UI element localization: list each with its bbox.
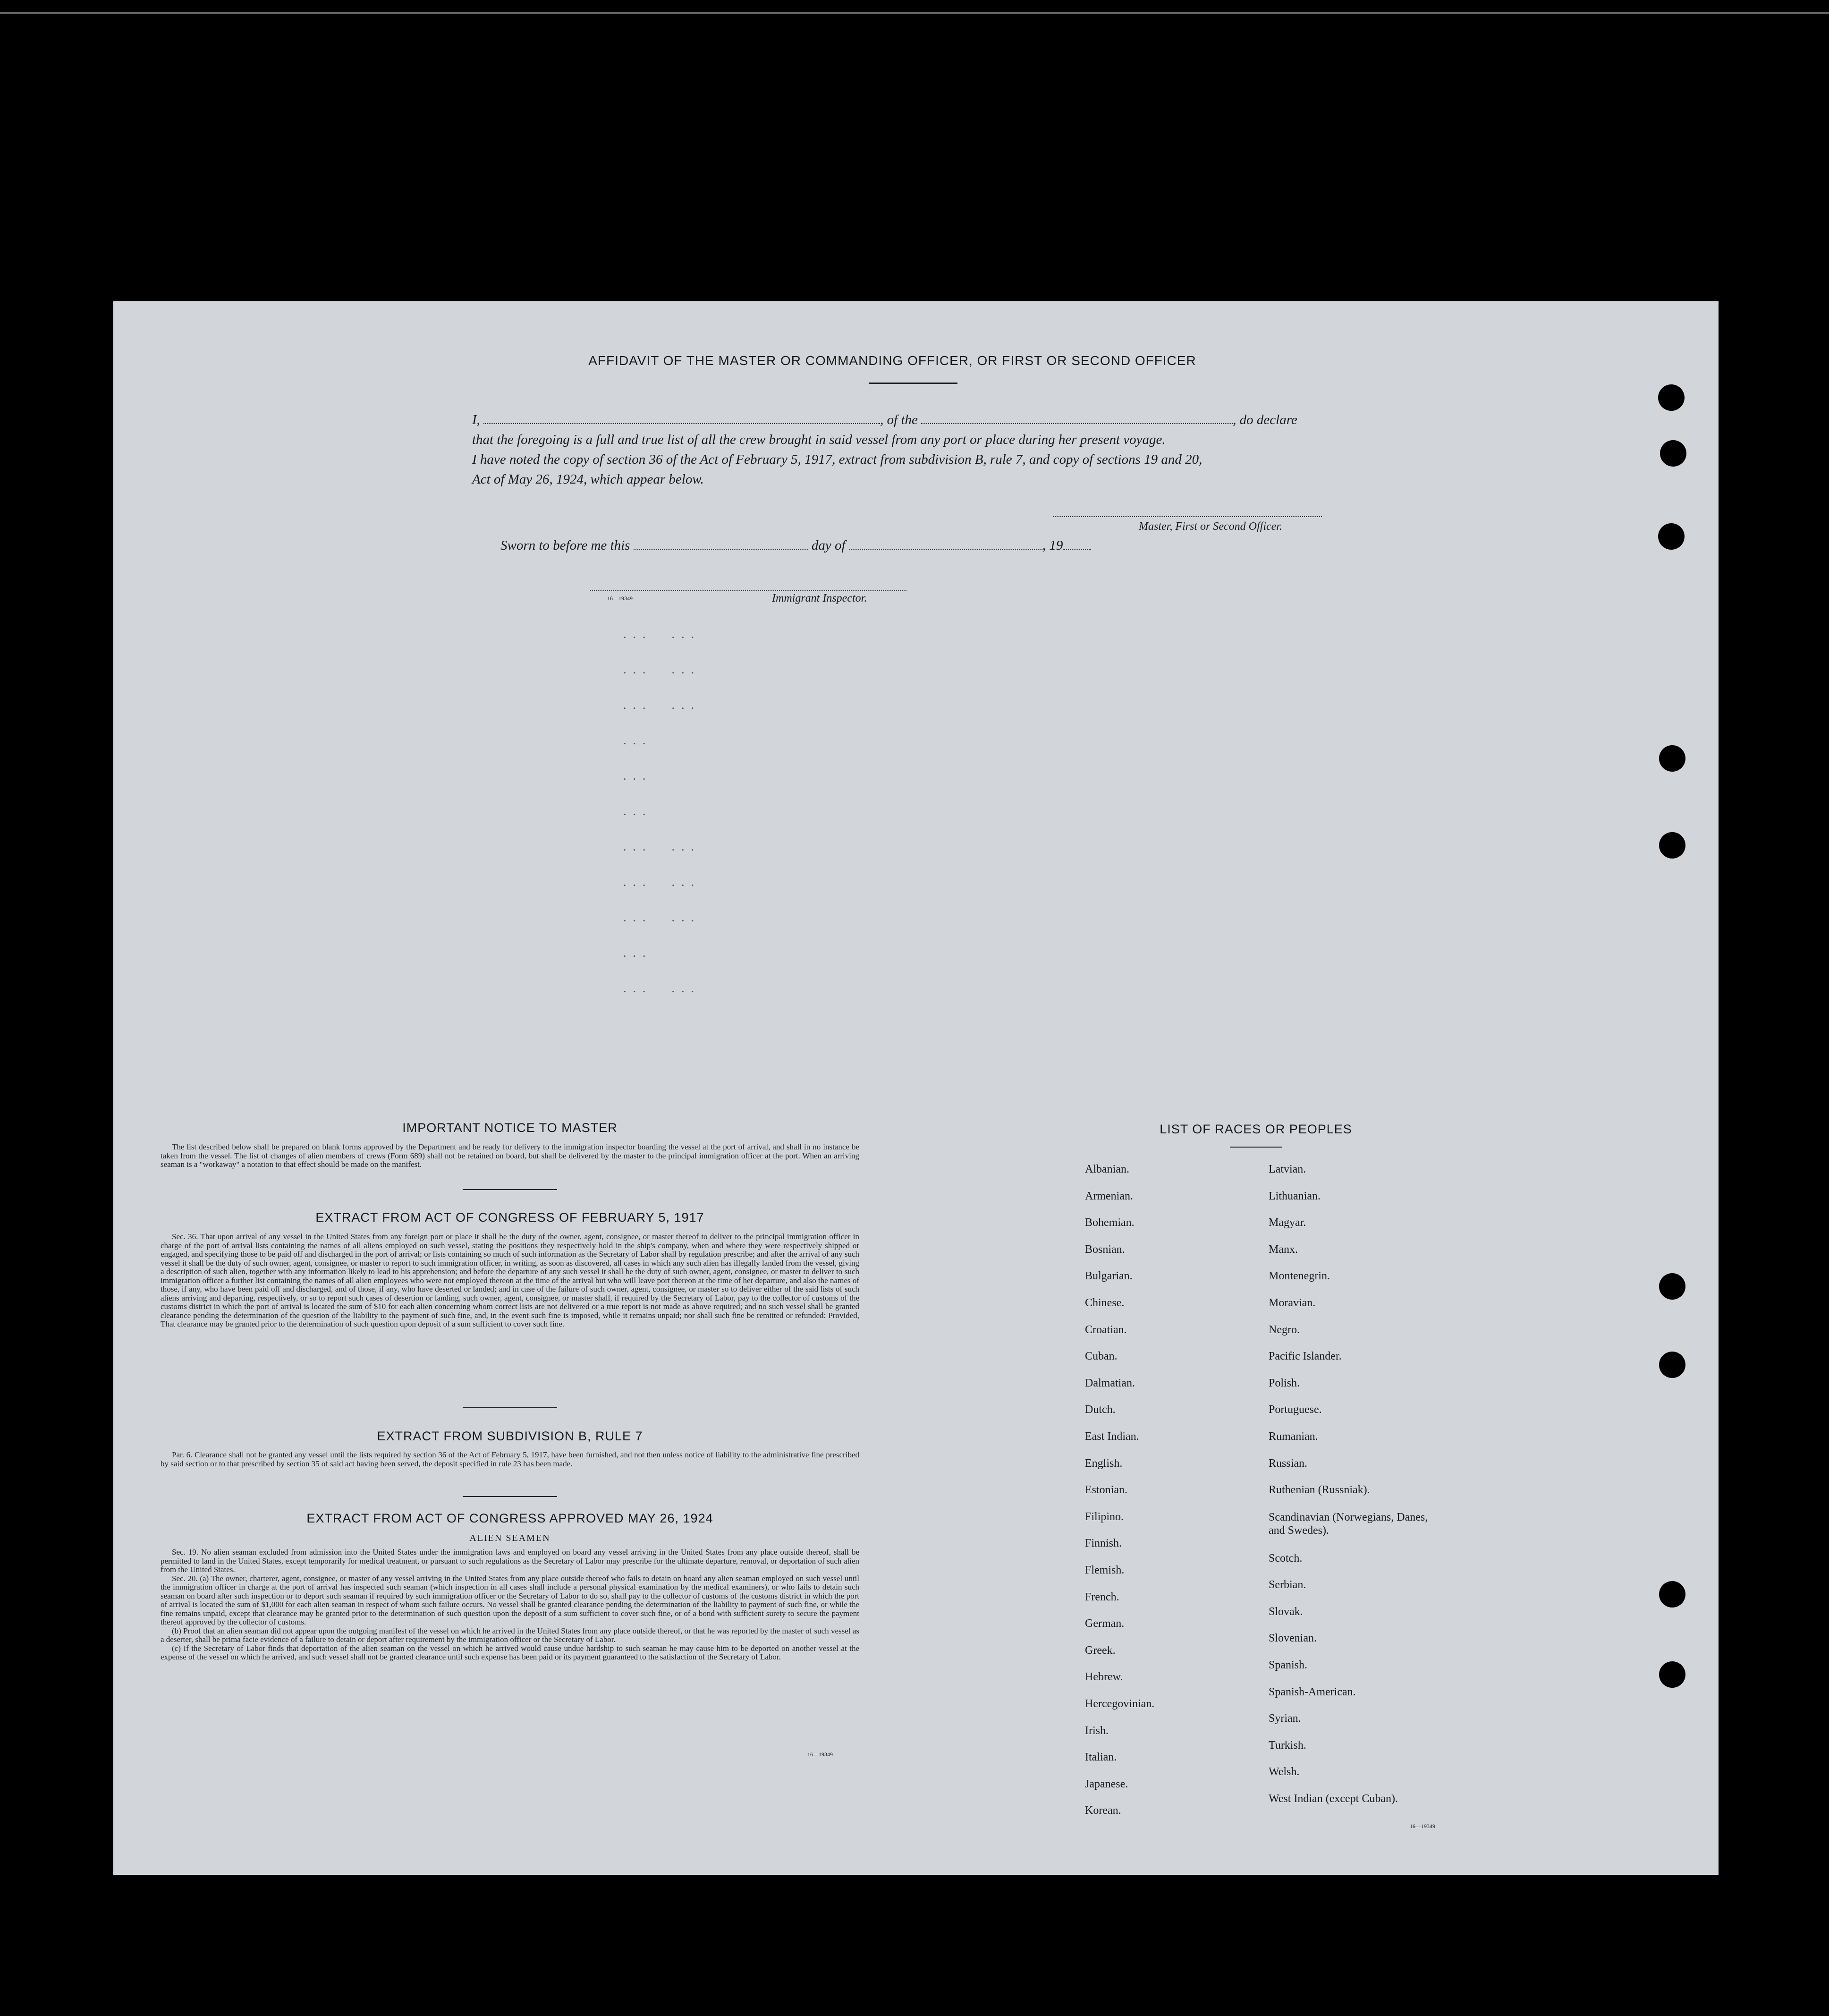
bleed-through-marks: ... ... — [623, 875, 701, 889]
race-item: Turkish. — [1269, 1739, 1306, 1752]
notice-body — [161, 1143, 859, 1169]
race-item: Magyar. — [1269, 1216, 1306, 1229]
race-item: Cuban. — [1085, 1350, 1118, 1363]
race-item: Russian. — [1269, 1457, 1308, 1470]
race-item: Irish. — [1085, 1724, 1109, 1737]
declaration-line-2: that the foregoing is a full and true list of all the crew brought in said vessel from any port or place during her present voyage. — [472, 432, 1166, 447]
declaration-line-3: I have noted the copy of section 36 of the Act of February 5, 1917, extract from subdivision B, rule 7, and copy of sections 19 and 20, — [472, 452, 1202, 467]
race-item: Italian. — [1085, 1751, 1117, 1764]
punch-hole — [1659, 1273, 1685, 1300]
declaration-line-1 — [472, 410, 1369, 430]
race-item: English. — [1085, 1457, 1123, 1470]
race-item: Ruthenian (Russniak). — [1269, 1484, 1370, 1497]
race-item: Flemish. — [1085, 1564, 1125, 1576]
bleed-through-marks: ... — [623, 733, 652, 747]
form-sheet — [113, 301, 1719, 1875]
race-item: French. — [1085, 1591, 1119, 1603]
master-signature-line[interactable] — [1053, 516, 1322, 517]
sworn-line — [500, 537, 1091, 553]
race-item: Korean. — [1085, 1804, 1121, 1817]
race-item: Scotch. — [1269, 1552, 1303, 1565]
race-item: Dutch. — [1085, 1404, 1116, 1416]
race-item: Moravian. — [1269, 1297, 1316, 1309]
form-number: 16—19349 — [807, 1751, 833, 1758]
top-border-line — [0, 12, 1829, 14]
sworn-date-field[interactable] — [634, 537, 808, 550]
alien-seamen-subtitle: ALIEN SEAMEN — [469, 1533, 550, 1543]
section-rule — [463, 1407, 557, 1408]
bleed-through-marks: ... — [623, 769, 652, 783]
race-item: Japanese. — [1085, 1778, 1128, 1790]
punch-hole — [1660, 440, 1686, 467]
race-item: Lithuanian. — [1269, 1190, 1321, 1202]
race-item: Albanian. — [1085, 1163, 1129, 1175]
punch-hole — [1659, 1352, 1685, 1378]
race-item: Hercegovinian. — [1085, 1698, 1155, 1710]
sec-20c-paragraph: (c) If the Secretary of Labor finds that deportation of the alien seaman on the vessel on which he arrived would cause undue hardship to such seaman he may cause him to be deported on another vessel at the expense of the vessel on which he arrived, and such vessel shall not be granted clearance until such expense has been paid or its payment guaranteed to the satisfaction of the Secretary of Labor. — [161, 1643, 859, 1661]
race-item: Dalmatian. — [1085, 1377, 1135, 1389]
bleed-through-marks: ... ... — [623, 981, 701, 995]
sworn-month-field[interactable] — [849, 537, 1042, 550]
form-number: 16—19349 — [1410, 1823, 1435, 1829]
punch-hole — [1659, 1661, 1685, 1688]
race-item: Pacific Islander. — [1269, 1350, 1342, 1363]
race-item: Syrian. — [1269, 1712, 1301, 1725]
extract-1917-body — [161, 1233, 859, 1329]
punch-hole — [1658, 523, 1685, 550]
race-item: Portuguese. — [1269, 1404, 1322, 1416]
bleed-through-marks: ... ... — [623, 840, 701, 853]
i-label: I, — [472, 412, 480, 427]
races-title: LIST OF RACES OR PEOPLES — [1160, 1122, 1352, 1136]
par-6-paragraph: Par. 6. Clearance shall not be granted any vessel until the lists required by section 36 of the Act of February 5, 1917, have been furnished, and not then unless notice of liability to the administrative fine prescribed by said section or to that prescribed by section 35 of said act having been served, the deposit specified in rule 23 has been made. — [161, 1450, 859, 1468]
race-item: Spanish. — [1269, 1659, 1308, 1671]
do-declare-label: , do declare — [1233, 412, 1297, 427]
race-item: Montenegrin. — [1269, 1270, 1330, 1283]
race-item: Slovak. — [1269, 1605, 1303, 1618]
race-item: Bulgarian. — [1085, 1270, 1133, 1283]
extract-1917-title: EXTRACT FROM ACT OF CONGRESS OF FEBRUARY 5, 1917 — [315, 1210, 704, 1225]
race-item: Armenian. — [1085, 1190, 1133, 1202]
race-item: Bosnian. — [1085, 1243, 1125, 1256]
year-prefix: , 19 — [1042, 538, 1063, 553]
race-item: Slovenian. — [1269, 1632, 1317, 1645]
races-title-rule — [1230, 1147, 1282, 1148]
affidavit-title: AFFIDAVIT OF THE MASTER OR COMMANDING OFFICER, OR FIRST OR SECOND OFFICER — [588, 353, 1196, 368]
bleed-through-marks: ... ... — [623, 910, 701, 924]
extract-rule7-body — [161, 1451, 859, 1468]
race-item: German. — [1085, 1617, 1125, 1630]
form-number: 16—19349 — [607, 595, 633, 602]
race-item: Latvian. — [1269, 1163, 1306, 1175]
sworn-prefix: Sworn to before me this — [500, 538, 630, 553]
inspector-signature-line[interactable] — [590, 590, 906, 591]
race-item: Serbian. — [1269, 1579, 1306, 1591]
punch-hole — [1659, 832, 1685, 859]
race-item: Estonian. — [1085, 1484, 1127, 1497]
punch-hole — [1658, 384, 1685, 411]
race-item: Greek. — [1085, 1644, 1116, 1657]
extract-1924-title: EXTRACT FROM ACT OF CONGRESS APPROVED MAY 26, 1924 — [306, 1511, 713, 1525]
race-item: Finnish. — [1085, 1537, 1122, 1550]
sec-19-paragraph: Sec. 19. No alien seaman excluded from admission into the United States under the immigration laws and employed on board any vessel arriving in the United States from any place outside thereof, shall be permitted to land in the United States, except temporarily for medical treatment, or pursuant to such regulations as the Secretary of Labor may prescribe for the ultimate departure, removal, or deportation of such alien from the United States. — [161, 1548, 859, 1574]
section-rule — [463, 1496, 557, 1497]
notice-paragraph: The list described below shall be prepared on blank forms approved by the Department and be ready for delivery to the immigration inspector boarding the vessel at the port of arrival, and shall in no instance be taken from the vessel. The list of changes of alien members of crews (Form 689) shall not be retained on board, but shall be delivered by the master to the principal immigration officer at the port. When an arriving seaman is a "workaway" a notation to that effect should be made on the manifest. — [161, 1142, 859, 1169]
race-item: Croatian. — [1085, 1323, 1127, 1336]
bleed-through-marks: ... ... — [623, 698, 701, 712]
section-rule — [463, 1189, 557, 1190]
title-rule — [869, 383, 957, 384]
race-item: East Indian. — [1085, 1430, 1139, 1443]
race-item: Welsh. — [1269, 1766, 1300, 1778]
race-item: Filipino. — [1085, 1510, 1124, 1523]
sec-20a-paragraph: Sec. 20. (a) The owner, charterer, agent, consignee, or master of any vessel arriving in the United States from any place outside thereof who fails to detain on board any alien seaman employed on such vessel until the immigration officer in charge at the port of arrival has inspected such seaman (which inspection in all cases shall include a personal physical examination by the medical examiners), or who fails to detain such seaman on board after such inspection or to deport such seaman if required by such immigration officer or the Secretary of Labor to do so, shall pay to the collector of customs of the customs district in which the port of arrival is located the sum of $1,000 for each alien seaman in respect of whom such failure occurs. No vessel shall be granted clearance pending the determination of the liability to payment of such fine, or while the fine remains unpaid, except that clearance may be granted prior to the determination of such question upon the deposit of a sum sufficient to cover such fine, or of a bond with sufficient surety to secure the payment thereof approved by the collector of customs. — [161, 1574, 859, 1626]
day-of-label: day of — [811, 538, 846, 553]
bleed-through-marks: ... — [623, 946, 652, 960]
bleed-through-marks: ... ... — [623, 627, 701, 641]
sec-36-paragraph: Sec. 36. That upon arrival of any vessel in the United States from any foreign port or place it shall be the duty of the owner, agent, consignee, or master thereof to deliver to the principal immigration officer in charge of the port of arrival lists containing the names of all aliens employed on such vessel, stating the positions they respectively hold in the ship's company, when and where they were respectively shipped or engaged, and specifying those to be paid off and discharged in the port of arrival; or lists containing so much of such information as the Secretary of Labor shall by regulation prescribe; and after the arrival of any such vessel it shall be the duty of such owner, agent, consignee, or master to report to such immigration officer, in writing, as soon as discovered, all cases in which any such alien has illegally landed from the vessel, giving a description of such alien, together with any information likely to lead to his apprehension; and before the departure of any such vessel it shall be the duty of such owner, agent, consignee, or master to deliver to such immigration officer a further list containing the names of all alien employees who were not employed thereon at the time of the arrival but who will leave port thereon at the time of her departure, and also the names of those, if any, who have been paid off and discharged, and of those, if any, who have deserted or landed; and in case of the failure of such owner, agent, consignee, or master so to deliver either of the said lists of such aliens arriving and departing, respectively, or so to report such cases of desertion or landing, such owner, agent, consignee, or master shall, if required by the Secretary of Labor, pay to the collector of customs of the customs district in which the port of arrival is located the sum of $10 for each alien concerning whom correct lists are not delivered or a true report is not made as above required; and no such vessel shall be granted clearance pending the determination of the question of the liability to the payment of such fine, and, in the event such fine is imposed, while it remains unpaid; nor shall such fine be remitted or refunded: Provided, That clearance may be granted prior to the determination of such question upon deposit of a sum sufficient to cover such fine. — [161, 1232, 859, 1328]
punch-hole — [1659, 1581, 1685, 1608]
bleed-through-marks: ... ... — [623, 663, 701, 676]
race-item: Hebrew. — [1085, 1671, 1123, 1684]
sec-20b-paragraph: (b) Proof that an alien seaman did not appear upon the outgoing manifest of the vessel on which he arrived in the United States from any place outside thereof, or that he was reported by the master of such vessel as a deserter, shall be prima facie evidence of a failure to detain or deport after requirement by the immigration officer or the Secretary of Labor. — [161, 1626, 859, 1644]
race-item: Spanish-American. — [1269, 1685, 1356, 1698]
race-item: Polish. — [1269, 1377, 1300, 1389]
sworn-year-field[interactable] — [1063, 537, 1091, 550]
race-item: Chinese. — [1085, 1297, 1125, 1309]
punch-hole — [1659, 745, 1685, 772]
race-item: Negro. — [1269, 1323, 1300, 1336]
inspector-label: Immigrant Inspector. — [772, 592, 867, 604]
race-item: Rumanian. — [1269, 1430, 1318, 1443]
master-label: Master, First or Second Officer. — [1139, 520, 1282, 533]
bleed-through-marks: ... — [623, 804, 652, 818]
extract-rule7-title: EXTRACT FROM SUBDIVISION B, RULE 7 — [377, 1429, 643, 1443]
race-item: Scandinavian (Norwegians, Danes, and Swedes). — [1269, 1511, 1428, 1537]
vessel-field[interactable] — [921, 412, 1233, 424]
race-item: West Indian (except Cuban). — [1269, 1792, 1398, 1805]
name-field[interactable] — [483, 412, 880, 424]
race-item: Manx. — [1269, 1243, 1298, 1256]
of-the-label: , of the — [880, 412, 918, 427]
declaration-line-4: Act of May 26, 1924, which appear below. — [472, 472, 704, 487]
declaration-block — [472, 410, 1369, 489]
extract-1924-body — [161, 1548, 859, 1662]
notice-title: IMPORTANT NOTICE TO MASTER — [402, 1121, 618, 1135]
race-item: Bohemian. — [1085, 1216, 1135, 1229]
